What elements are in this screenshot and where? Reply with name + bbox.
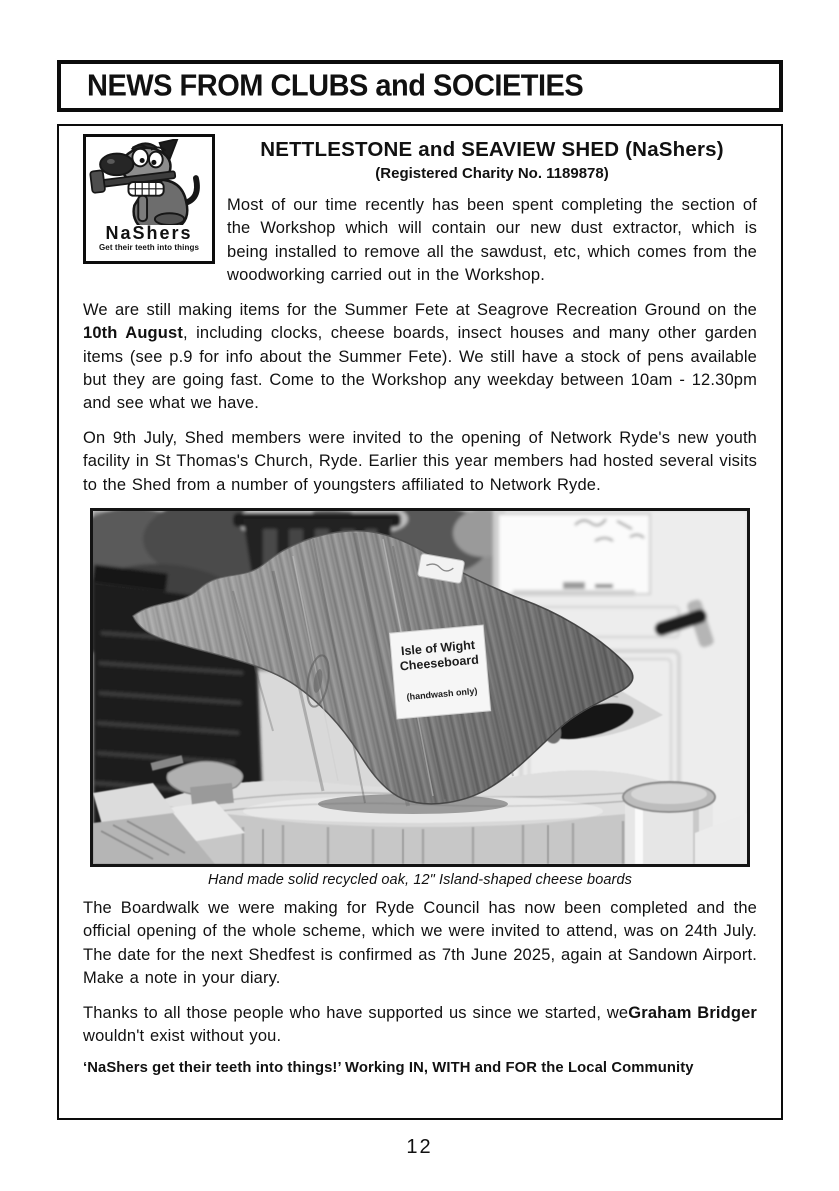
label-line1: Isle of Wight [400,637,476,659]
paragraph-3: On 9th July, Shed members were invited to the opening of Network Ryde's new youth facility in St Thomas's Church, Ryde. Earlier this year members had hosted several visits to the Shed from a number of youngsters affiliated to Network Ryde. [83,428,757,494]
nashers-dog-icon [88,139,210,225]
photo-figure [90,508,750,888]
paragraph-2-bold-date: 10th August [83,324,183,343]
cheeseboard-label [390,625,491,719]
article-title: NETTLESTONE and SEAVIEW SHED (NaShers) [260,138,724,161]
footer-tagline: ‘NaShers get their teeth into things!’ Working IN, WITH and FOR the Local Community [83,1059,694,1076]
logo-name: NaShers [105,223,193,243]
label-line2: Cheeseboard [399,652,480,674]
logo-tagline: Get their teeth into things [98,243,200,252]
paragraph-1: Most of our time recently has been spent completing the section of the Workshop which will contain our new dust extractor, which is being installed to remove all the sawdust, etc, which comes from the woodworking carried out in the Workshop. [227,196,757,285]
paragraph-2-text: We are still making items for the Summer Fete at Seagrove Recreation Ground on the [83,300,757,319]
page-number: 12 [406,1136,433,1158]
banner-title: NEWS FROM CLUBS and SOCIETIES [87,68,584,103]
article-subtitle: (Registered Charity No. 1189878) [375,165,609,182]
paragraph-2 [83,299,757,416]
cheeseboard-photo [90,508,750,867]
whiteboard [498,514,650,596]
signature: Graham Bridger [628,1003,757,1022]
paragraph-4: The Boardwalk we were making for Ryde Council has now been completed and the official opening of the whole scheme, which we were invited to attend, was on 24th July. The date for the next Shedfest is confirmed as 7th June 2025, again at Sandown Airport. Make a note in your diary. [83,899,757,988]
article-box [57,124,783,1120]
nashers-logo [83,134,215,264]
paragraph-2-text-after: , including clocks, cheese boards, insect houses and many other garden items (see p.9 for info about the Summer Fete). We still have a stock of pens available but they are going fast. Come to the Workshop any weekday between 10am - 12.30pm and see what we have. [83,324,757,413]
paragraph-5-text: Thanks to all those people who have supported us since we started, we wouldn't exist without you. [83,1003,629,1046]
section-banner [57,60,783,112]
photo-caption: Hand made solid recycled oak, 12" Island-shaped cheese boards [208,872,632,889]
paragraph-5 [83,1002,757,1049]
label-line3: (handwash only) [406,685,478,703]
